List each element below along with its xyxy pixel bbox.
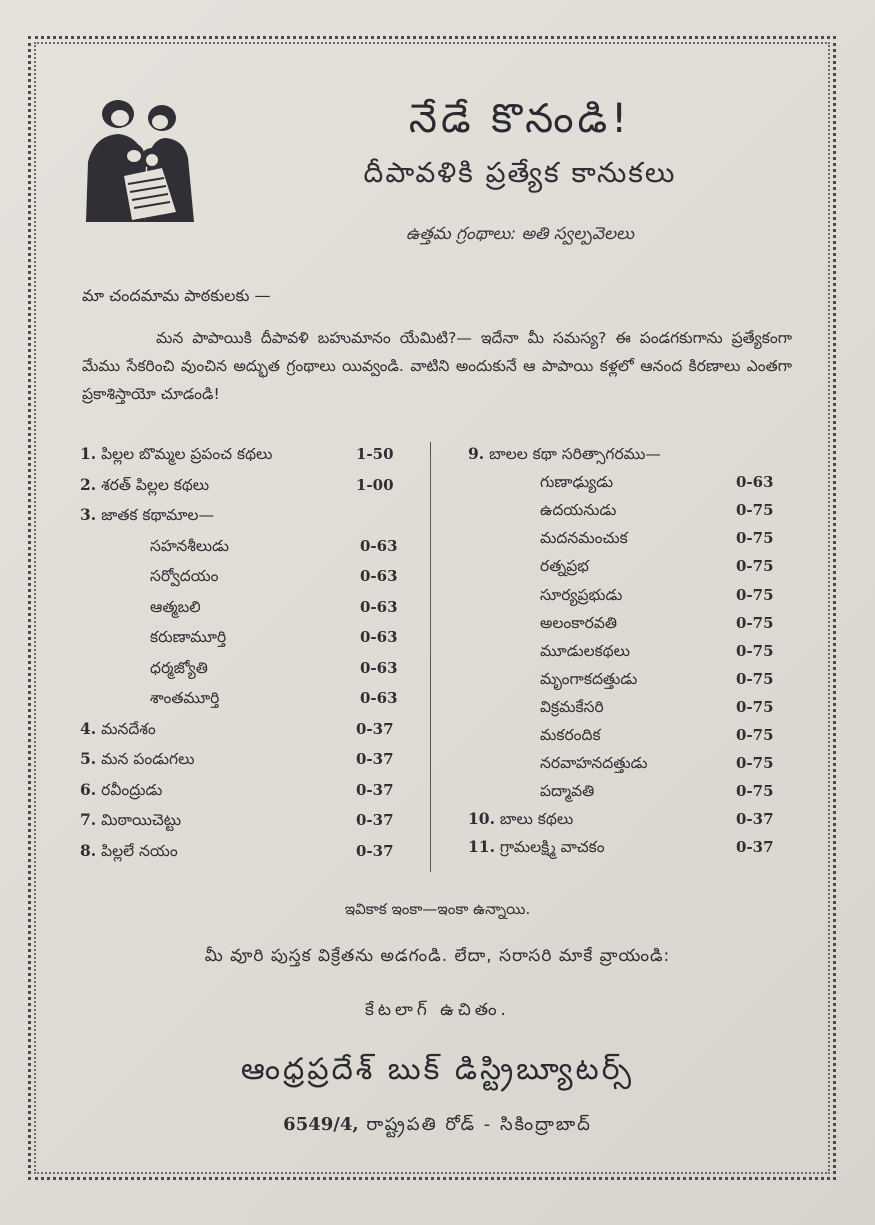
address-text: రాష్ట్రపతి రోడ్ - సికింద్రాబాద్ xyxy=(366,1114,592,1135)
book-title-text: బాలు కథలు xyxy=(499,810,574,829)
book-title-text: కరుణామూర్తి xyxy=(150,628,227,646)
book-title-text: ఆత్మబలి xyxy=(150,597,201,616)
book-title xyxy=(540,751,647,775)
book-title-text: సర్వోదయం xyxy=(150,567,219,585)
book-price: 0-75 xyxy=(736,726,774,744)
book-title-text: మన పండుగలు xyxy=(101,750,195,768)
book-title-text: జాతక కథామాల— xyxy=(101,506,215,524)
book-price: 0-63 xyxy=(360,567,398,585)
publisher-address xyxy=(0,1114,875,1139)
book-title-text: మదనమంచుక xyxy=(540,529,628,548)
book-price: 1-50 xyxy=(356,445,394,463)
book-title-text: మిఠాయిచెట్టు xyxy=(101,811,182,829)
book-title-text: సహనశీలుడు xyxy=(150,536,230,555)
book-price: 0-37 xyxy=(736,810,774,829)
book-title xyxy=(540,498,616,522)
book-title xyxy=(540,667,637,691)
book-title xyxy=(468,442,661,466)
book-price: 0-75 xyxy=(736,641,774,660)
book-title xyxy=(540,470,613,494)
book-title xyxy=(150,625,226,649)
book-title-text: పిల్లల బొమ్మల ప్రపంచ కథలు xyxy=(101,445,273,463)
book-price: 0-75 xyxy=(736,754,774,773)
book-price: 0-37 xyxy=(356,841,394,860)
book-title-text: ఉదయనుడు xyxy=(540,501,617,520)
book-title-text: మనదేశం xyxy=(101,719,156,738)
book-title xyxy=(540,554,589,578)
book-title xyxy=(540,583,622,607)
book-price: 0-63 xyxy=(736,473,774,492)
book-price: 0-75 xyxy=(736,613,774,632)
book-title-text: గుణాఢ్యుడు xyxy=(540,473,614,492)
book-title xyxy=(540,639,630,663)
column-divider xyxy=(430,442,431,872)
book-price: 1-00 xyxy=(356,475,394,494)
item-number: 3. xyxy=(80,505,97,524)
book-price: 0-37 xyxy=(356,750,394,768)
item-number: 7. xyxy=(80,810,97,829)
book-title xyxy=(80,717,156,741)
book-title xyxy=(540,779,594,803)
book-price: 0-63 xyxy=(360,597,398,616)
book-price: 0-37 xyxy=(736,838,774,857)
book-title-text: పద్మావతి xyxy=(540,782,595,801)
book-title xyxy=(80,442,272,466)
book-title-text: మకరందిక xyxy=(540,726,601,744)
book-title xyxy=(468,835,605,859)
book-title xyxy=(150,686,219,710)
catalog-free-note: కేటలాగ్ ఉచితం. xyxy=(365,1000,510,1020)
sub-headline: దీపావళికి ప్రత్యేక కానుకలు xyxy=(363,156,677,189)
book-title xyxy=(80,503,214,527)
book-title xyxy=(540,526,628,550)
publisher-name: ఆంధ్రప్రదేశ్ బుక్ డిస్ట్రిబ్యూటర్స్ xyxy=(240,1052,635,1087)
book-title-text: బాలల కథా సరిత్సాగరము— xyxy=(489,445,661,463)
book-price: 0-37 xyxy=(356,811,394,829)
book-price: 0-75 xyxy=(736,501,774,520)
book-title-text: నరవాహనదత్తుడు xyxy=(540,754,648,773)
book-title xyxy=(150,564,219,588)
book-price: 0-63 xyxy=(360,536,398,555)
tagline: ఉత్తమ గ్రంథాలు: అతి స్వల్పవెలలు xyxy=(406,224,634,244)
item-number: 11. xyxy=(468,837,495,857)
book-price: 0-63 xyxy=(360,628,398,646)
book-title-text: శరత్ పిల్లల కథలు xyxy=(101,475,210,494)
book-price: 0-75 xyxy=(736,697,774,716)
intro-paragraph xyxy=(82,324,792,408)
book-price: 0-75 xyxy=(736,585,774,604)
book-price: 0-37 xyxy=(356,780,394,799)
book-title-text: మూడులకథలు xyxy=(540,641,630,660)
book-price: 0-75 xyxy=(736,529,774,548)
book-title-text: గ్రామలక్ష్మి వాచకం xyxy=(499,838,605,857)
book-title xyxy=(150,656,208,680)
book-title xyxy=(540,695,604,719)
item-number: 9. xyxy=(468,444,485,463)
book-price: 0-63 xyxy=(360,658,398,677)
book-title-text: మృంగాకదత్తుడు xyxy=(540,669,638,688)
order-instruction: మీ వూరి పుస్తక విక్రేతను అడగండి. లేదా, సరాసరి మాకే వ్రాయండి: xyxy=(204,946,671,966)
book-title-text: విక్రమకేసరి xyxy=(540,697,604,716)
book-title xyxy=(540,611,617,635)
book-title xyxy=(80,747,194,771)
salutation: మా చందమామ పాఠకులకు — xyxy=(82,286,271,305)
item-number: 8. xyxy=(80,840,97,860)
more-available-note: ఇవికాక ఇంకా—ఇంకా ఉన్నాయి. xyxy=(344,900,531,918)
book-title xyxy=(80,778,162,802)
item-number: 10. xyxy=(468,809,495,829)
book-title-text: రత్నప్రభ xyxy=(540,557,589,576)
book-title-text: సూర్యప్రభుడు xyxy=(540,585,623,604)
family-reading-illustration xyxy=(66,92,208,222)
book-price: 0-75 xyxy=(736,782,774,801)
book-price: 0-75 xyxy=(736,557,774,576)
item-number: 4. xyxy=(80,718,97,738)
book-title xyxy=(80,808,181,832)
item-number: 1. xyxy=(80,444,97,463)
item-number: 2. xyxy=(80,474,97,494)
book-price: 0-63 xyxy=(360,689,398,707)
book-title xyxy=(468,807,573,831)
book-title-text: పిల్లలే నయం xyxy=(101,841,178,860)
headline: నేడే కొనండి! xyxy=(408,96,632,142)
book-title xyxy=(540,723,601,747)
book-price: 0-75 xyxy=(736,669,774,688)
address-number: 6549/4, xyxy=(283,1114,359,1135)
book-title xyxy=(80,473,209,497)
book-price: 0-37 xyxy=(356,719,394,738)
book-title xyxy=(150,595,201,619)
item-number: 6. xyxy=(80,779,97,799)
book-title-text: ధర్మజ్యోతి xyxy=(150,658,208,677)
book-title-text: శాంతమూర్తి xyxy=(150,689,220,707)
book-title-text: రవీంద్రుడు xyxy=(101,780,163,799)
intro-text: మన పాపాయికి దీపావళి బహుమానం యేమిటి?— ఇదేనా మీ సమస్య? ఈ పండగకుగాను ప్రత్యేకంగా మేము సేకరించి వుంచిన అద్భుత గ్రంథాలు యివ్వండి. వాటిని అందుకునే ఆ పాపాయి కళ్లలో ఆనంద కిరణాలు ఎంతగా ప్రకాశిస్తాయో చూడండి! xyxy=(82,329,792,403)
book-title xyxy=(80,839,178,863)
book-title-text: అలంకారవతి xyxy=(540,613,618,632)
item-number: 5. xyxy=(80,749,97,768)
book-title xyxy=(150,534,229,558)
